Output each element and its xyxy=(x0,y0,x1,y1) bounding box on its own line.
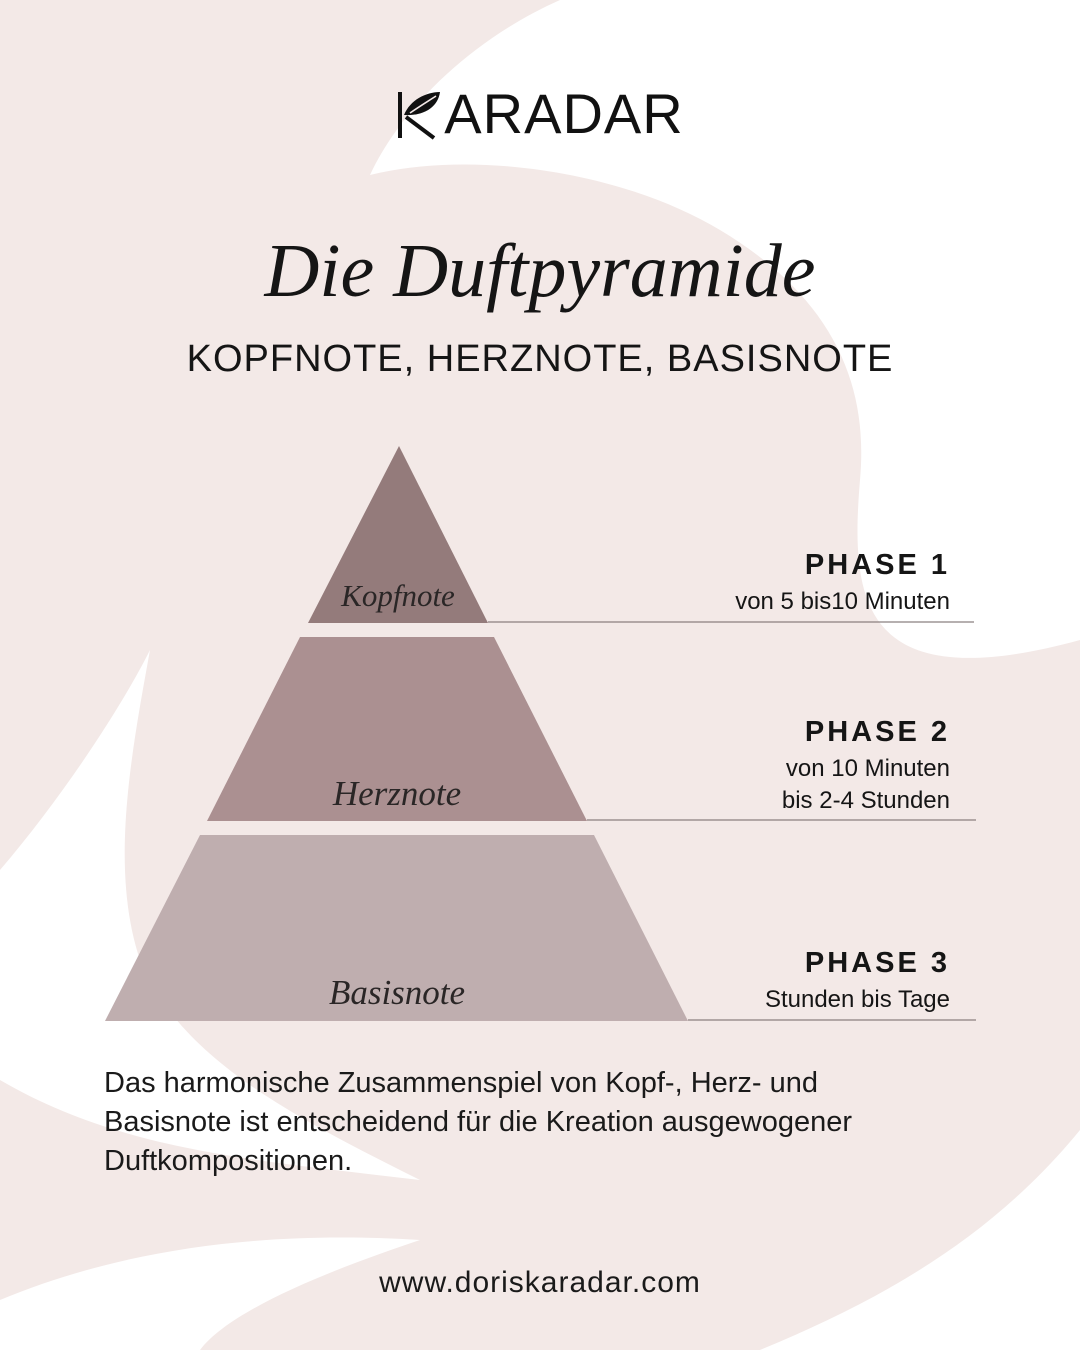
phase-3-title: PHASE 3 xyxy=(804,947,950,979)
brand-logo xyxy=(0,82,1080,147)
tier-label-kopfnote: Kopfnote xyxy=(341,578,455,613)
description-text: Das harmonische Zusammenspiel von Kopf-, Herz- und Basisnote ist entscheidend für die Kreation ausgewogener Duftkompositionen. xyxy=(104,1067,853,1177)
phase-2-block xyxy=(782,715,950,817)
website-link[interactable]: www.doriskaradar.com xyxy=(379,1266,701,1299)
tier-label-herznote: Herznote xyxy=(332,774,462,813)
phase-3-desc xyxy=(765,984,950,1016)
phase-1-desc xyxy=(735,586,950,618)
logo-text: ARADAR xyxy=(444,82,684,145)
page-subtitle: KOPFNOTE, HERZNOTE, BASISNOTE xyxy=(186,338,894,380)
phase-2-line-2: bis 2-4 Stunden xyxy=(781,787,950,814)
phase-1-block xyxy=(735,548,950,618)
phase-1-title: PHASE 1 xyxy=(804,549,950,581)
leaf-k-icon xyxy=(396,86,448,142)
phase-2-desc xyxy=(782,753,950,817)
tier-label-basisnote: Basisnote xyxy=(328,973,466,1012)
phase-3-block xyxy=(765,946,950,1016)
page-title: Die Duftpyramide xyxy=(264,229,816,313)
phase-3-line-1: Stunden bis Tage xyxy=(764,986,950,1013)
phase-2-title: PHASE 2 xyxy=(804,716,950,748)
phase-1-line-1: von 5 bis10 Minuten xyxy=(735,588,950,615)
phase-2-line-1: von 10 Minuten xyxy=(785,755,950,782)
